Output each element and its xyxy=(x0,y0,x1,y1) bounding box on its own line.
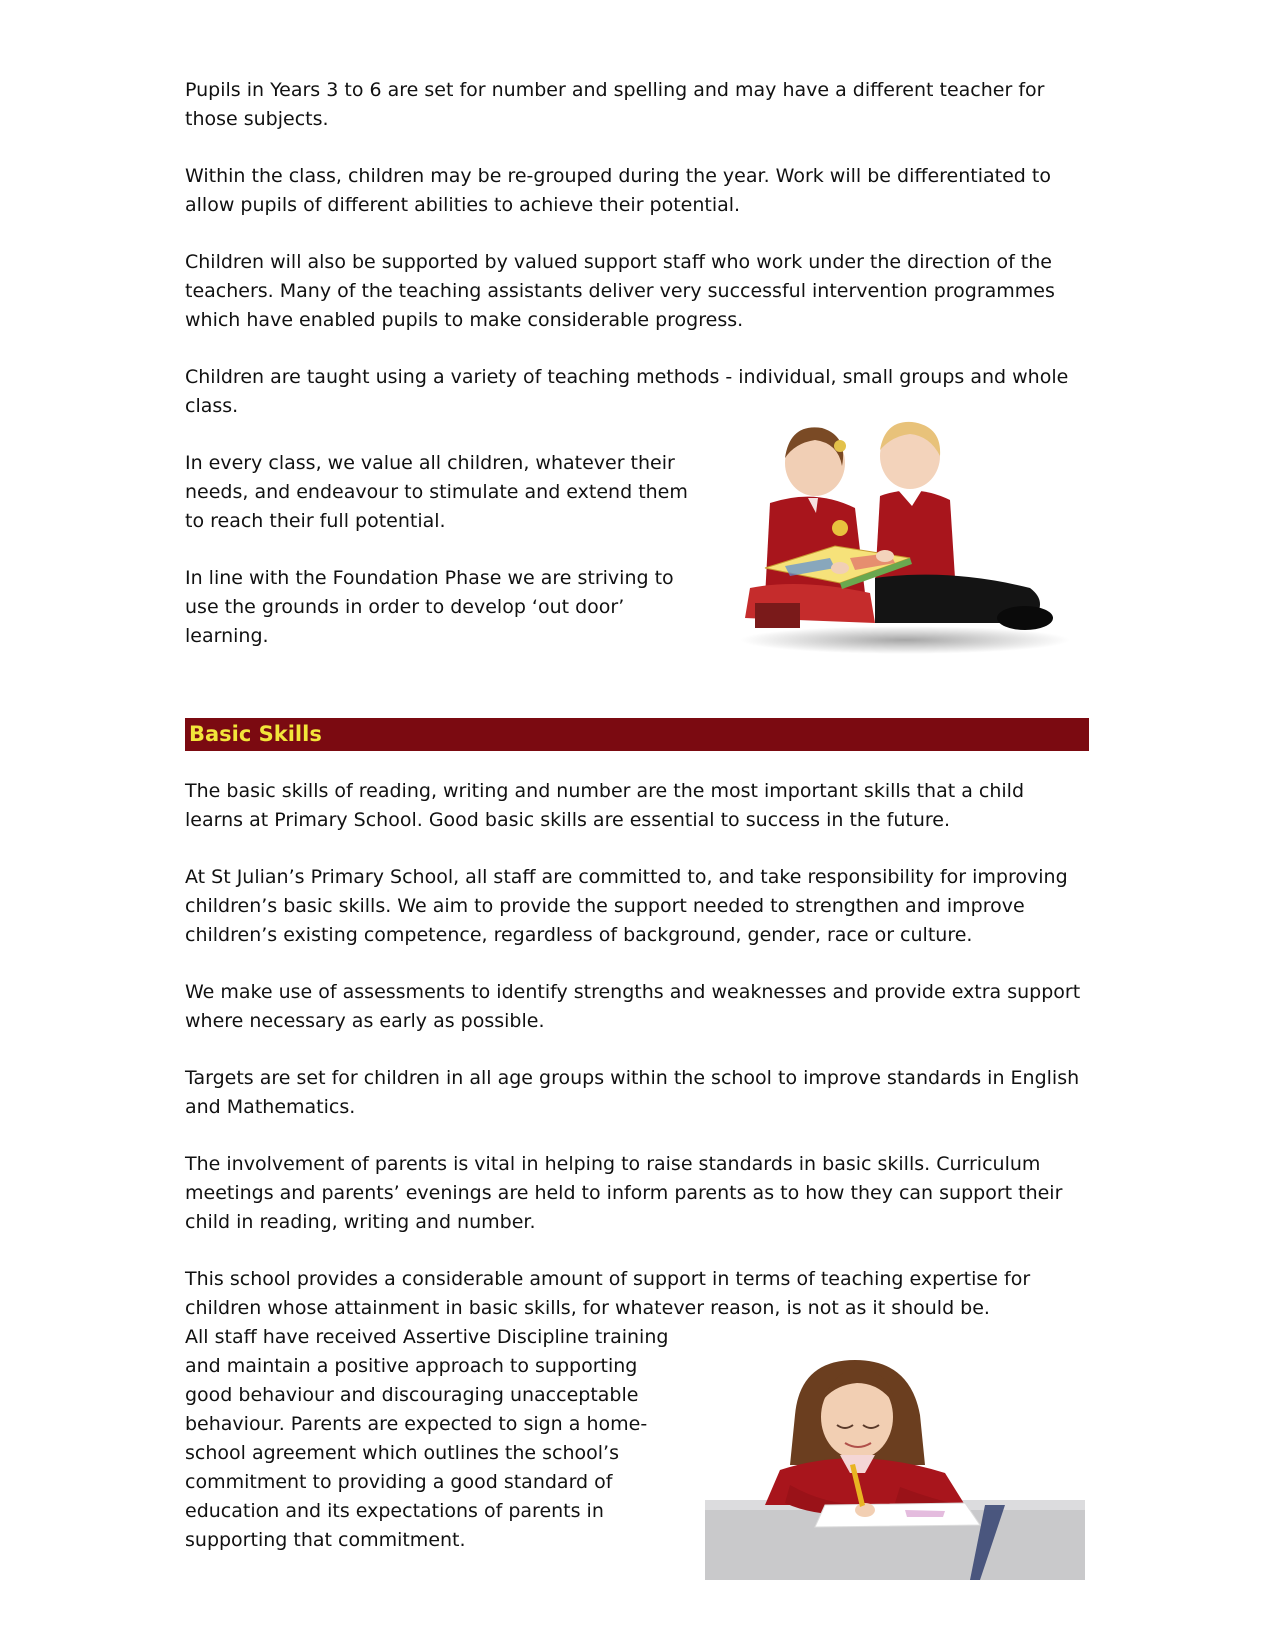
paragraph-regrouping: Within the class, children may be re-grouped during the year. Work will be differentiated to allow pupils of different abilities to achieve their potential. xyxy=(185,165,1051,216)
paragraph-basic-skills-importance: The basic skills of reading, writing and number are the most important skills that a child learns at Primary School. Good basic skills are essential to success in the future. xyxy=(185,780,1025,831)
paragraph-setting: Pupils in Years 3 to 6 are set for number and spelling and may have a different teacher for those subjects. xyxy=(185,79,1045,130)
paragraph-support-attainment: This school provides a considerable amount of support in terms of teaching expertise for children whose attainment in basic skills, for whatever reason, is not as it should be. xyxy=(185,1268,1031,1319)
children-reading-photo xyxy=(730,418,1070,656)
section-header-bar xyxy=(185,718,1089,751)
paragraph-support-staff: Children will also be supported by valued support staff who work under the direction of the teachers. Many of the teaching assistants deliver very successful intervention programmes which have enabled pupils to make considerable progress. xyxy=(185,251,1055,331)
girl-writing-photo xyxy=(705,1355,1085,1580)
paragraph-parental-involvement: The involvement of parents is vital in helping to raise standards in basic skills. Curriculum meetings and parents’ evenings are held to inform parents as to how they can support their child in reading, writing and number. xyxy=(185,1153,1063,1233)
paragraph-value-children: In every class, we value all children, whatever their needs, and endeavour to stimulate and extend them to reach their full potential. xyxy=(185,452,688,532)
paragraph-teaching-methods: Children are taught using a variety of teaching methods - individual, small groups and whole class. xyxy=(185,366,1069,417)
paragraph-assertive-discipline: All staff have received Assertive Discipline training and maintain a positive approach to supporting good behaviour and discouraging unacceptable behaviour. Parents are expected to sign a home-school agreement which outlines the school’s commitment to providing a good standard of education and its expectations of parents in supporting that commitment. xyxy=(185,1326,669,1551)
paragraph-staff-commitment: At St Julian’s Primary School, all staff are committed to, and take responsibility for improving children’s basic skills. We aim to provide the support needed to strengthen and improve children’s existing competence, regardless of background, gender, race or culture. xyxy=(185,866,1068,946)
paragraph-foundation-phase: In line with the Foundation Phase we are striving to use the grounds in order to develop ‘out door’ learning. xyxy=(185,567,674,647)
paragraph-targets: Targets are set for children in all age groups within the school to improve standards in English and Mathematics. xyxy=(185,1067,1080,1118)
paragraph-assessments: We make use of assessments to identify strengths and weaknesses and provide extra support where necessary as early as possible. xyxy=(185,981,1081,1032)
section-title: Basic Skills xyxy=(189,722,322,746)
